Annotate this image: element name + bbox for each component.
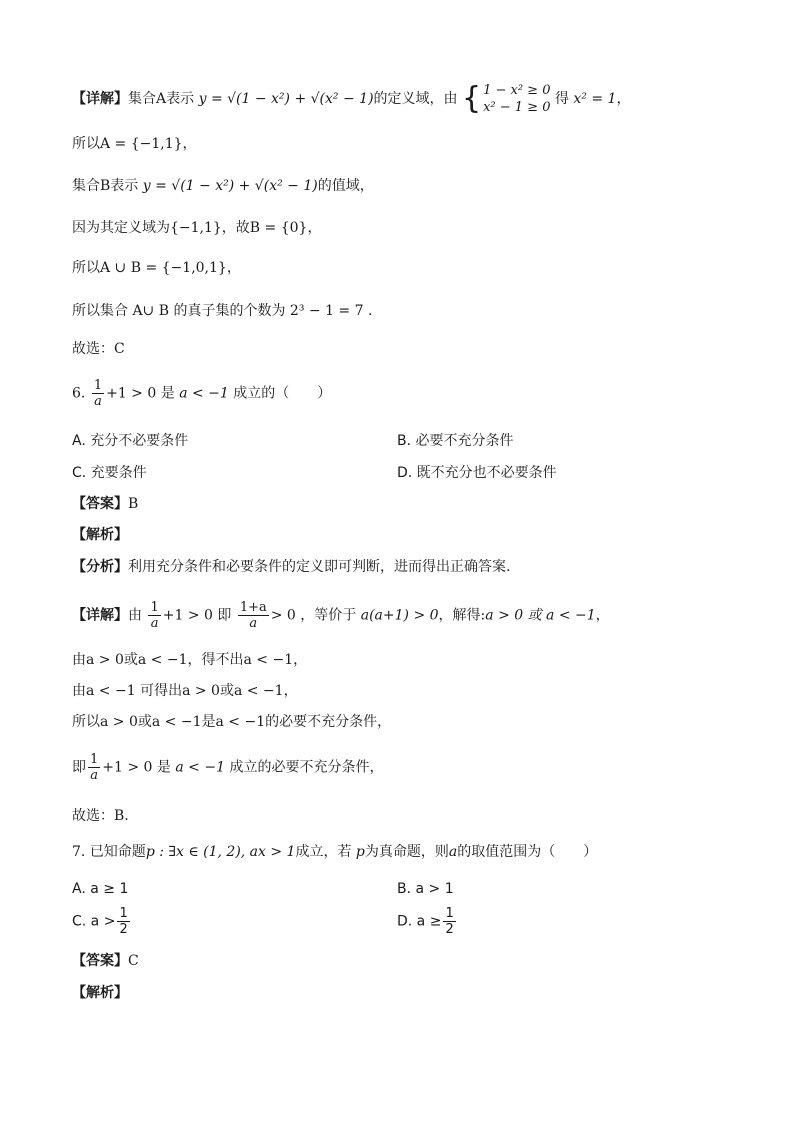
q5-detail-line-3: 集合B表示 y = √(1 − x²) + √(x² − 1)的值域， (72, 178, 374, 194)
inequality-system: 1 − x² ≥ 0 x² − 1 ≥ 0 (483, 83, 551, 115)
q6-option-c: C. 充要条件 (72, 465, 147, 481)
question-number: 7. (72, 844, 86, 860)
q6-option-d: D. 既不充分也不必要条件 (397, 465, 557, 481)
q5-detail-line-4: 因为其定义域为{−1,1}，故B = {0}， (72, 220, 322, 236)
q5-detail-line-6: 所以集合 A∪ B 的真子集的个数为 2³ − 1 = 7 . (72, 303, 373, 319)
fraction: $\frac{1+a}{a}$ (239, 600, 267, 631)
answer-value: C (128, 953, 139, 969)
fraction: $\frac{1}{a}$ (93, 378, 103, 409)
q7-analysis-heading: 【解析】 (72, 985, 128, 1001)
q7-option-b: B. a > 1 (397, 881, 454, 897)
function-expression: y = √(1 − x²) + √(x² − 1) (142, 178, 318, 194)
fraction: $\frac{1}{2}$ (445, 906, 454, 937)
fraction: $\frac{1}{2}$ (119, 906, 128, 937)
text: 集合A表示 (128, 91, 195, 107)
function-expression: y = √(1 − x²) + √(x² − 1) (198, 91, 374, 107)
fenxi-label: 【分析】 (72, 559, 128, 575)
q5-detail-line-1: 【详解】集合A表示 y = √(1 − x²) + √(x² − 1)的定义域，由 { 1 − x² ≥ 0 x² − 1 ≥ 0 得 x² = 1， (72, 81, 631, 116)
q7-option-d: D. a ≥ $\frac{1}{2}$ (397, 906, 454, 937)
detail-label: 【详解】 (72, 91, 128, 107)
q7-stem: 7. 已知命题p : ∃x ∈ (1, 2), ax > 1成立，若 p为真命题，则a的取值范围为（ ） (72, 844, 598, 860)
q5-detail-line-5: 所以A ∪ B = {−1,0,1}， (72, 260, 241, 276)
question-number: 6. (72, 385, 86, 402)
q5-detail-conclusion: 故选：C (72, 341, 125, 357)
q6-option-b: B. 必要不充分条件 (397, 433, 514, 449)
answer-label: 【答案】 (72, 496, 128, 512)
q7-option-a: A. a ≥ 1 (72, 881, 129, 897)
brace-icon: { (461, 81, 482, 116)
q6-analysis-heading: 【解析】 (72, 527, 128, 543)
q6-detail-line-1: 【详解】由 $\frac{1}{a}$ +1 > 0 即 $\frac{1+a}{a}$ > 0 ，等价于 a(a+1) > 0，解得:a > 0 或 a < −1， (72, 600, 610, 631)
q5-detail-line-2: 所以A = {−1,1}， (72, 136, 197, 152)
q7-option-c: C. a > $\frac{1}{2}$ (72, 906, 128, 937)
equation: x² = 1 (573, 91, 617, 107)
q6-detail-line-2: 由a > 0或a < −1，得不出a < −1， (72, 652, 308, 668)
text: 的定义域，由 (373, 91, 458, 107)
q6-conclusion: 故选：B. (72, 808, 129, 824)
q6-detail-line-3: 由a < −1 可得出a > 0或a < −1， (72, 683, 298, 699)
answer-label: 【答案】 (72, 953, 128, 969)
text: 得 (554, 91, 569, 107)
q6-answer (72, 494, 138, 514)
detail-label: 【详解】 (72, 607, 128, 624)
fraction: $\frac{1}{a}$ (90, 752, 99, 783)
q6-detail-line-4: 所以a > 0或a < −1是a < −1的必要不充分条件， (72, 714, 392, 730)
q7-answer (72, 951, 139, 971)
fraction: $\frac{1}{a}$ (150, 600, 159, 631)
q6-option-a: A. 充分不必要条件 (72, 433, 189, 449)
q6-stem: 6. $\frac{1}{a}$ +1 > 0 是 a < −1 成立的（ ） (72, 378, 332, 409)
q6-fenxi: 【分析】利用充分条件和必要条件的定义即可判断，进而得出正确答案. (72, 559, 511, 575)
q6-detail-line-5: 即 $\frac{1}{a}$ +1 > 0 是 a < −1 成立的必要不充分条件， (72, 752, 384, 783)
answer-value: B (128, 496, 139, 512)
